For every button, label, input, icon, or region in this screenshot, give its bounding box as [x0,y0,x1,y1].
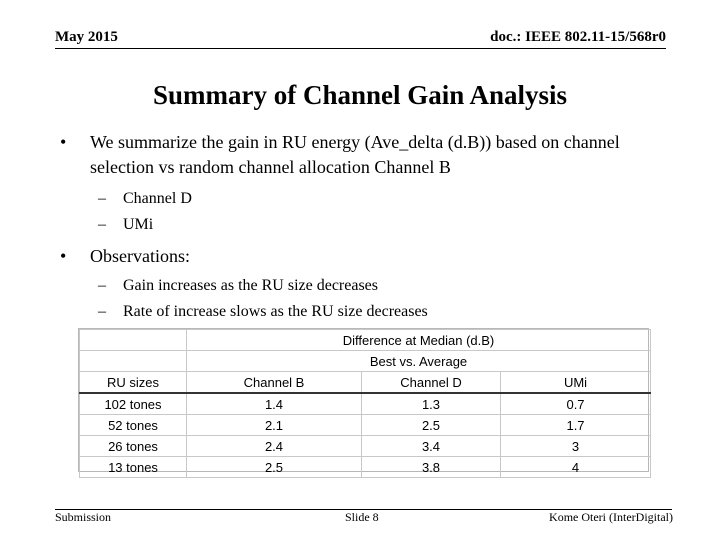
table-cell: 26 tones [80,436,187,457]
table-row [80,415,651,436]
sub-bullet-text: Gain increases as the RU size decreases [123,277,378,294]
slide-body [58,130,658,325]
empty-corner-cell [80,330,187,351]
table-cell: 2.1 [187,415,362,436]
sub-bullet-text: Rate of increase slows as the RU size decreases [123,303,428,320]
results-table [78,328,649,475]
dash-marker: – [98,190,106,207]
table-cell: 13 tones [80,457,187,478]
table-row [80,457,651,478]
header-divider [55,48,666,49]
bullet-dot: • [60,132,67,152]
group-header-cell: Difference at Median (d.B) [187,330,651,351]
dash-marker: – [98,216,106,233]
column-header: UMi [501,372,651,394]
dash-marker: – [98,303,106,320]
sub-bullet-text: Channel D [123,190,192,207]
sub-bullet-text: UMi [123,216,154,233]
sub-header-cell: Best vs. Average [187,351,651,372]
table-cell: 102 tones [80,393,187,415]
sub-bullet-item [58,212,658,238]
header-date: May 2015 [55,29,118,45]
table-cell: 1.4 [187,393,362,415]
bullet-text: Observations: [90,246,190,266]
dash-marker: – [98,277,106,294]
slide-title: Summary of Channel Gain Analysis [152,80,568,110]
table-cell: 2.5 [362,415,501,436]
table-cell: 2.5 [187,457,362,478]
bullet-item [58,130,658,180]
footer-slide-number: Slide 8 [345,510,379,524]
table-cell: 2.4 [187,436,362,457]
table-cell: 1.7 [501,415,651,436]
footer-author: Kome Oteri (InterDigital) [549,510,673,524]
table-cell: 1.3 [362,393,501,415]
sub-bullet-item [58,273,658,299]
column-header: Channel B [187,372,362,394]
column-header: Channel D [362,372,501,394]
table-cell: 52 tones [80,415,187,436]
table-row [80,393,651,415]
sub-bullet-item [58,186,658,212]
bullet-dot: • [60,246,67,266]
header-doc-id: doc.: IEEE 802.11-15/568r0 [490,29,666,45]
empty-corner-cell [80,351,187,372]
table-cell: 3.4 [362,436,501,457]
table-cell: 4 [501,457,651,478]
table-cell: 0.7 [501,393,651,415]
sub-bullet-item [58,299,658,325]
bullet-item [58,244,658,269]
column-header: RU sizes [80,372,187,394]
footer-submission: Submission [55,510,112,524]
table-row [80,436,651,457]
bullet-text: We summarize the gain in RU energy (Ave_delta (d.B)) based on channel selection vs random channel allocation Channel B [90,132,620,177]
table-cell: 3.8 [362,457,501,478]
table-cell: 3 [501,436,651,457]
